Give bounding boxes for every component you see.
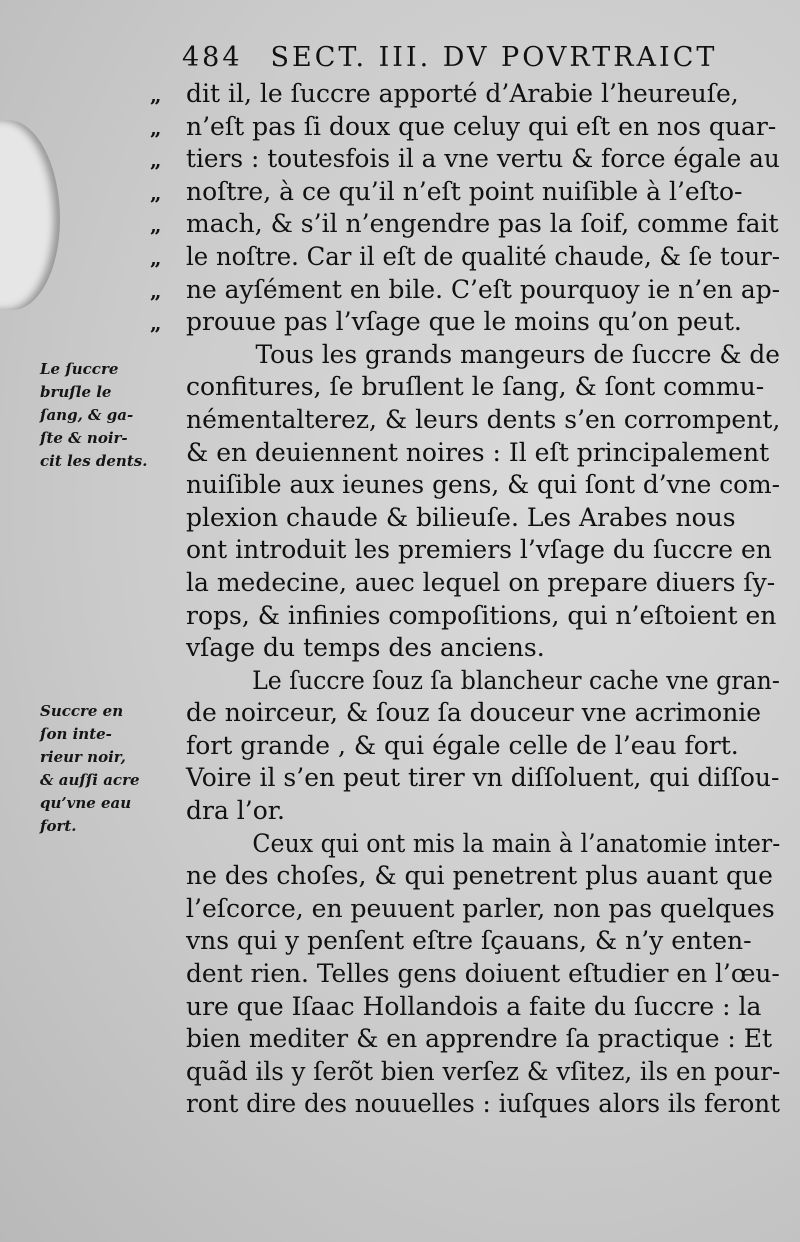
line-text: bien mediter & en apprendre ſa practique : Et xyxy=(186,1024,773,1054)
page-stain xyxy=(0,120,60,310)
margin-note-line: fort. xyxy=(40,817,77,835)
line-text: fort grande , & qui égale celle de l’eau fort. xyxy=(186,730,739,760)
line-text: ne des choſes, & qui penetrent plus auant que xyxy=(186,861,773,891)
line-text: vſage du temps des anciens. xyxy=(186,633,545,663)
text-line xyxy=(150,241,780,274)
text-line xyxy=(150,730,780,763)
text-line xyxy=(150,176,780,209)
line-text: le noſtre. Car il eſt de qualité chaude, & ſe tour- xyxy=(186,241,781,271)
text-line xyxy=(150,437,780,470)
text-line xyxy=(150,762,780,795)
line-text: de noirceur, & ſouz ſa douceur vne acrimonie xyxy=(186,698,762,728)
margin-note-line: ſte & noir- xyxy=(40,429,128,447)
quote-mark: „ xyxy=(150,83,162,107)
text-line xyxy=(150,502,780,535)
text-line xyxy=(150,958,780,991)
text-line xyxy=(150,925,780,958)
line-text: dit il, le ſuccre apporté d’Arabie l’heureuſe, xyxy=(186,79,739,108)
quote-mark: „ xyxy=(150,278,162,303)
line-text: confitures, ſe bruſlent le ſang, & ſont commu- xyxy=(186,372,765,402)
quote-mark: „ xyxy=(150,245,162,270)
line-text: prouue pas l’vſage que le moins qu’on peut. xyxy=(186,307,742,337)
line-text: dra l’or. xyxy=(186,796,285,826)
text-line xyxy=(150,78,780,111)
margin-note-line: & auſſi acre xyxy=(40,771,140,789)
main-text-block xyxy=(150,78,780,1121)
quote-mark: „ xyxy=(150,180,162,205)
line-text: tiers : toutesfois il a vne vertu & force égale au xyxy=(186,144,780,174)
line-text: dent rien. Telles gens doiuent eſtudier en l’œu- xyxy=(186,959,780,989)
text-line xyxy=(150,208,780,241)
text-line xyxy=(150,111,780,144)
margin-note-line: cit les dents. xyxy=(40,452,148,470)
line-text: mach, & s’il n’engendre pas la ſoif, comme fait xyxy=(186,209,779,239)
text-line xyxy=(150,860,780,893)
line-text: ure que Iſaac Hollandois a faite du ſuccre : la xyxy=(186,991,762,1021)
line-text: ne ayſément en bile. C’eſt pourquoy ie n’en ap- xyxy=(186,274,781,304)
margin-note-line: qu’vne eau xyxy=(40,794,132,812)
line-text: némentalterez, & leurs dents s’en corrompent, xyxy=(186,404,781,434)
text-line xyxy=(150,1023,780,1056)
margin-note-line: Succre en xyxy=(40,702,124,720)
line-text: n’eſt pas ſi doux que celuy qui eſt en nos quar- xyxy=(186,111,777,141)
running-title: SECT. III. DV POVRTRAICT xyxy=(270,42,718,73)
margin-note-line: ſon inte- xyxy=(40,725,112,743)
line-text: ont introduit les premiers l’vſage du ſuccre en xyxy=(186,535,772,565)
quote-mark: „ xyxy=(150,213,162,238)
margin-note-line: Le ſuccre xyxy=(40,360,119,378)
margin-note-2 xyxy=(40,700,180,838)
text-line xyxy=(150,567,780,600)
line-text: Voire il s’en peut tirer vn diſſoluent, qui diſſou- xyxy=(186,763,780,793)
text-line xyxy=(150,306,780,339)
line-text: Ceux qui ont mis la main à l’anatomie inter- xyxy=(252,828,781,858)
margin-note-1 xyxy=(40,358,180,473)
quote-mark: „ xyxy=(150,115,162,140)
text-line xyxy=(150,1088,780,1121)
line-text: plexion chaude & bilieuſe. Les Arabes nous xyxy=(186,502,736,532)
line-text: l’eſcorce, en peuuent parler, non pas quelques xyxy=(186,893,775,923)
text-line xyxy=(150,600,780,633)
line-text: rops, & infinies compoſitions, qui n’eſtoient en xyxy=(186,600,777,630)
quote-mark: „ xyxy=(150,148,162,173)
text-line xyxy=(150,404,780,437)
text-line xyxy=(150,665,780,698)
margin-note-line: bruſle le xyxy=(40,383,112,401)
text-line xyxy=(150,371,780,404)
line-text: ront dire des nouuelles : iuſques alors ils feront xyxy=(186,1089,781,1119)
line-text: & en deuiennent noires : Il eſt principalement xyxy=(186,437,770,467)
line-text: vns qui y penſent eſtre ſçauans, & n’y enten- xyxy=(186,926,752,956)
page-number: 484 xyxy=(182,42,243,73)
line-text: quãd ils y ſerõt bien verſez & vſitez, ils en pour- xyxy=(186,1056,781,1086)
margin-note-line: rieur noir, xyxy=(40,748,126,766)
text-line xyxy=(150,893,780,926)
line-text: Tous les grands mangeurs de ſuccre & de xyxy=(255,339,780,369)
text-line xyxy=(150,534,780,567)
line-text: noſtre, à ce qu’il n’eſt point nuiſible à l’eſto- xyxy=(186,176,743,206)
line-text: la medecine, auec lequel on prepare diuers ſy- xyxy=(186,567,776,597)
text-line xyxy=(150,274,780,307)
text-line xyxy=(150,339,780,372)
margin-note-line: ſang, & ga- xyxy=(40,406,134,424)
text-line xyxy=(150,991,780,1024)
text-line xyxy=(150,795,780,828)
text-line xyxy=(150,143,780,176)
text-line xyxy=(150,1056,780,1089)
quote-mark: „ xyxy=(150,311,162,336)
text-line xyxy=(150,828,780,861)
line-text: Le ſuccre ſouz ſa blancheur cache vne gran- xyxy=(252,665,780,695)
text-line xyxy=(150,697,780,730)
line-text: nuiſible aux ieunes gens, & qui ſont d’vne com- xyxy=(186,470,781,500)
text-line xyxy=(150,469,780,502)
running-header xyxy=(182,42,717,73)
text-line xyxy=(150,632,780,665)
